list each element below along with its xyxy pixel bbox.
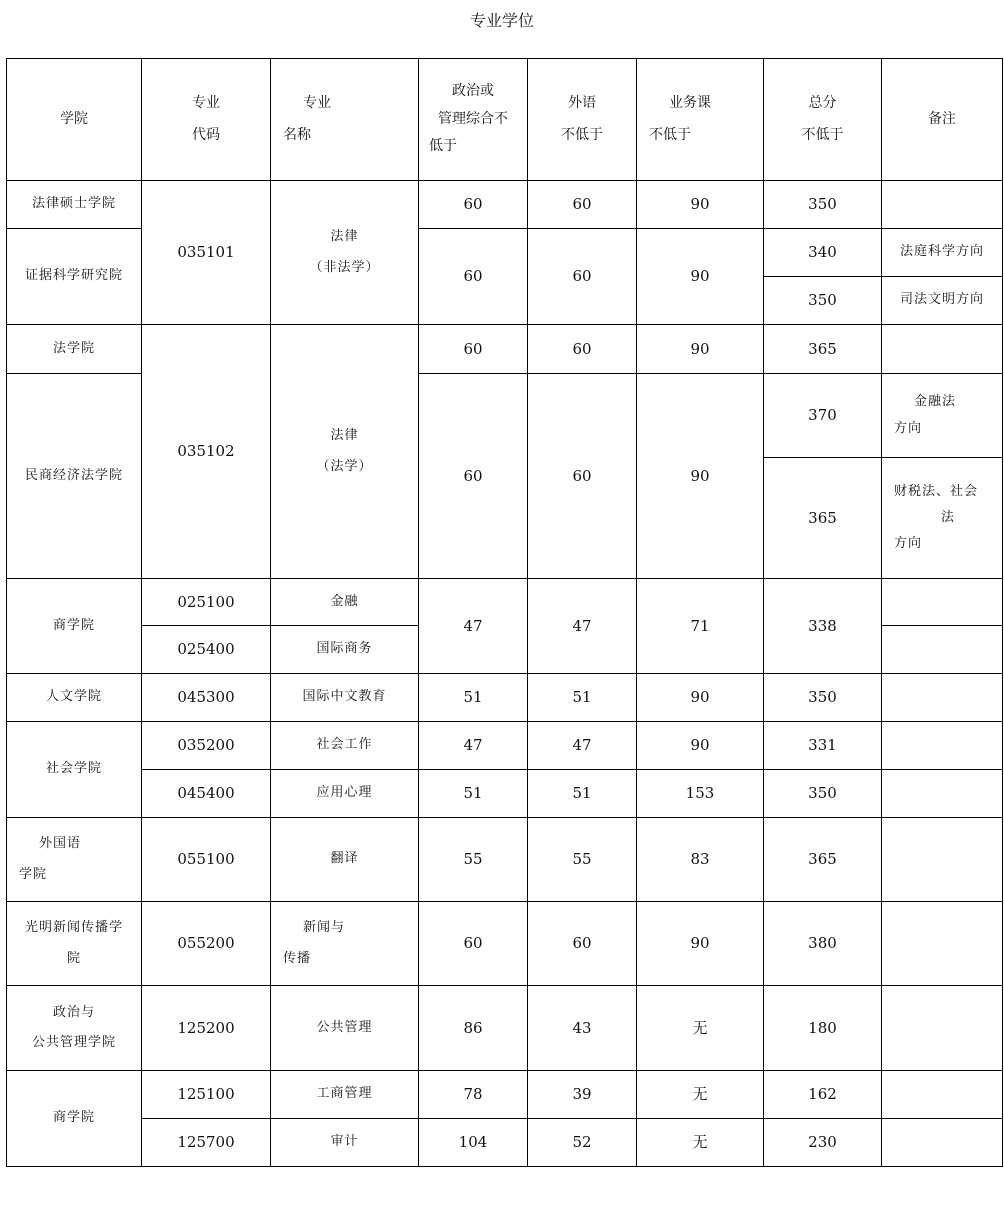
header-foreign-line1: 外语	[568, 95, 596, 111]
header-code-line2: 代码	[192, 126, 220, 143]
college-line2: 公共管理学院	[31, 1035, 116, 1050]
header-politics-line1: 政治或	[452, 83, 494, 100]
course-score: 71	[637, 579, 764, 674]
college-cell	[7, 818, 142, 902]
header-course-line2: 不低于	[649, 126, 691, 143]
major-code-cell: 025100	[142, 579, 271, 626]
college-cell: 商学院	[7, 1071, 142, 1167]
remark-cell	[882, 1071, 1003, 1119]
total-score: 380	[764, 902, 882, 986]
table-row	[7, 1071, 1003, 1119]
page-title: 专业学位	[469, 11, 534, 30]
college-cell: 证据科学研究院	[7, 229, 142, 325]
total-score: 350	[764, 181, 882, 229]
remark-cell	[882, 325, 1003, 374]
header-name-line1: 专业	[303, 95, 331, 111]
foreign-score: 52	[528, 1119, 637, 1167]
course-score: 无	[637, 1119, 764, 1167]
total-score: 350	[764, 674, 882, 722]
politics-score: 86	[419, 986, 528, 1071]
major-code-cell: 125700	[142, 1119, 271, 1167]
major-name-line1: 法律	[330, 229, 359, 245]
remark-cell	[882, 722, 1003, 770]
header-name-line2: 名称	[283, 126, 311, 143]
table-row	[7, 181, 1003, 229]
politics-score: 60	[419, 325, 528, 374]
course-score: 无	[637, 986, 764, 1071]
politics-score: 60	[419, 902, 528, 986]
remark-line1: 财税法、社会	[894, 483, 979, 499]
major-code-cell: 125200	[142, 986, 271, 1071]
remark-line1: 金融法	[914, 394, 957, 410]
politics-score: 60	[419, 229, 528, 325]
foreign-score: 51	[528, 770, 637, 818]
foreign-score: 60	[528, 325, 637, 374]
major-code-cell: 055200	[142, 902, 271, 986]
major-name-cell: 国际中文教育	[271, 674, 419, 722]
table-row	[7, 986, 1003, 1071]
college-cell: 法学院	[7, 325, 142, 374]
major-name-line2: （非法学）	[309, 259, 380, 275]
header-remark: 备注	[882, 59, 1003, 181]
major-code-cell: 045300	[142, 674, 271, 722]
foreign-score: 47	[528, 722, 637, 770]
remark-line2: 方向	[894, 420, 923, 436]
remark-cell	[882, 770, 1003, 818]
college-cell: 民商经济法学院	[7, 374, 142, 579]
total-score: 350	[764, 277, 882, 325]
foreign-score: 60	[528, 374, 637, 579]
table-row	[7, 674, 1003, 722]
college-cell: 人文学院	[7, 674, 142, 722]
foreign-score: 51	[528, 674, 637, 722]
remark-line3: 方向	[894, 536, 923, 552]
college-cell	[7, 986, 142, 1071]
remark-cell	[882, 1119, 1003, 1167]
remark-cell: 法庭科学方向	[882, 229, 1003, 277]
major-name-cell: 社会工作	[271, 722, 419, 770]
header-politics	[419, 59, 528, 181]
politics-score: 47	[419, 722, 528, 770]
major-name-cell: 翻译	[271, 818, 419, 902]
header-foreign-line2: 不低于	[561, 126, 603, 143]
foreign-score: 39	[528, 1071, 637, 1119]
college-cell: 法律硕士学院	[7, 181, 142, 229]
foreign-score: 60	[528, 181, 637, 229]
major-name-cell: 应用心理	[271, 770, 419, 818]
total-score: 370	[764, 374, 882, 458]
college-line1: 外国语	[39, 836, 82, 852]
table-row	[7, 722, 1003, 770]
remark-cell	[882, 374, 1003, 458]
total-score: 340	[764, 229, 882, 277]
major-name-line1: 新闻与	[303, 920, 346, 936]
major-code-cell: 035101	[142, 181, 271, 325]
foreign-score: 60	[528, 902, 637, 986]
foreign-score: 47	[528, 579, 637, 674]
header-major-course	[637, 59, 764, 181]
major-name-cell: 国际商务	[271, 626, 419, 674]
major-code-cell: 125100	[142, 1071, 271, 1119]
major-code-cell: 035102	[142, 325, 271, 579]
table-row	[7, 325, 1003, 374]
course-score: 90	[637, 229, 764, 325]
course-score: 83	[637, 818, 764, 902]
major-name-cell: 公共管理	[271, 986, 419, 1071]
major-code-cell: 035200	[142, 722, 271, 770]
course-score: 90	[637, 722, 764, 770]
major-name-line1: 法律	[330, 428, 359, 444]
remark-cell: 司法文明方向	[882, 277, 1003, 325]
major-code-cell: 025400	[142, 626, 271, 674]
header-total-line1: 总分	[808, 95, 837, 111]
total-score: 162	[764, 1071, 882, 1119]
remark-cell	[882, 181, 1003, 229]
foreign-score: 43	[528, 986, 637, 1071]
major-name-cell	[271, 325, 419, 579]
header-major-code	[142, 59, 271, 181]
table-row	[7, 902, 1003, 986]
header-politics-line3: 低于	[429, 138, 457, 155]
total-score: 338	[764, 579, 882, 674]
politics-score: 51	[419, 674, 528, 722]
table-header-row	[7, 59, 1003, 181]
remark-cell	[882, 458, 1003, 579]
total-score: 331	[764, 722, 882, 770]
total-score: 365	[764, 325, 882, 374]
course-score: 90	[637, 374, 764, 579]
politics-score: 104	[419, 1119, 528, 1167]
table-row	[7, 1119, 1003, 1167]
total-score: 365	[764, 458, 882, 579]
college-line2: 院	[66, 950, 81, 966]
course-score: 无	[637, 1071, 764, 1119]
college-cell	[7, 902, 142, 986]
header-total	[764, 59, 882, 181]
remark-cell	[882, 818, 1003, 902]
table-row	[7, 579, 1003, 626]
header-course-line1: 业务课	[669, 95, 711, 111]
major-name-line2: 传播	[283, 950, 312, 966]
degree-score-table	[6, 58, 1003, 1167]
course-score: 90	[637, 325, 764, 374]
politics-score: 78	[419, 1071, 528, 1119]
header-total-line2: 不低于	[801, 126, 844, 143]
foreign-score: 60	[528, 229, 637, 325]
course-score: 153	[637, 770, 764, 818]
foreign-score: 55	[528, 818, 637, 902]
politics-score: 60	[419, 374, 528, 579]
major-name-cell	[271, 181, 419, 325]
header-college: 学院	[7, 59, 142, 181]
major-code-cell: 045400	[142, 770, 271, 818]
table-row	[7, 818, 1003, 902]
course-score: 90	[637, 902, 764, 986]
header-politics-line2: 管理综合不	[438, 110, 508, 127]
remark-cell	[882, 902, 1003, 986]
college-cell: 商学院	[7, 579, 142, 674]
course-score: 90	[637, 674, 764, 722]
remark-cell	[882, 674, 1003, 722]
remark-line2: 法	[940, 509, 955, 525]
major-name-line2: （法学）	[316, 458, 373, 474]
remark-cell	[882, 626, 1003, 674]
remark-cell	[882, 579, 1003, 626]
politics-score: 51	[419, 770, 528, 818]
course-score: 90	[637, 181, 764, 229]
politics-score: 47	[419, 579, 528, 674]
politics-score: 60	[419, 181, 528, 229]
table-row	[7, 770, 1003, 818]
total-score: 230	[764, 1119, 882, 1167]
header-major-name	[271, 59, 419, 181]
major-name-cell	[271, 902, 419, 986]
major-name-cell: 审计	[271, 1119, 419, 1167]
major-code-cell: 055100	[142, 818, 271, 902]
total-score: 350	[764, 770, 882, 818]
college-line1: 光明新闻传播学	[24, 920, 123, 936]
header-foreign-language	[528, 59, 637, 181]
major-name-cell: 工商管理	[271, 1071, 419, 1119]
college-cell: 社会学院	[7, 722, 142, 818]
college-line1: 政治与	[52, 1004, 95, 1020]
total-score: 365	[764, 818, 882, 902]
college-line2: 学院	[19, 866, 48, 882]
total-score: 180	[764, 986, 882, 1071]
politics-score: 55	[419, 818, 528, 902]
header-code-line1: 专业	[192, 95, 220, 111]
major-name-cell: 金融	[271, 579, 419, 626]
remark-cell	[882, 986, 1003, 1071]
